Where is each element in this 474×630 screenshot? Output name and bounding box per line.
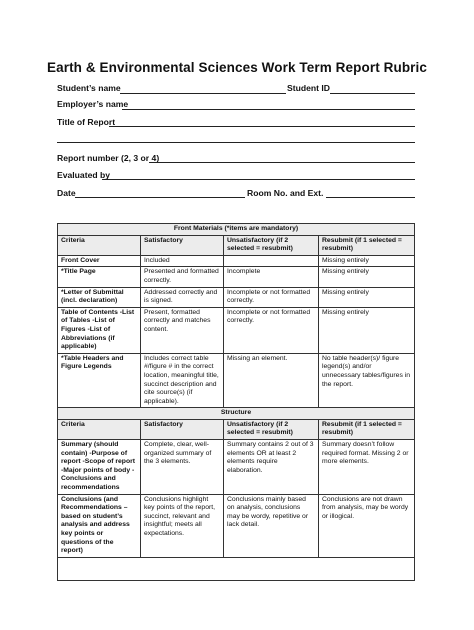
front-section-row bbox=[58, 224, 415, 236]
title-of-report-line[interactable] bbox=[109, 126, 415, 127]
empty-cell bbox=[58, 557, 415, 580]
front-header-row bbox=[58, 235, 415, 255]
criteria-cell: Summary (should contain) -Purpose of report -Scope of report -Major points of body -Conclusions and recommendations bbox=[58, 440, 141, 495]
student-name-line[interactable] bbox=[120, 93, 286, 94]
unsatisfactory-cell[interactable] bbox=[224, 255, 319, 267]
satisfactory-cell[interactable]: Addressed correctly and is signed. bbox=[141, 287, 224, 307]
header-resubmit: Resubmit (if 1 selected = resubmit) bbox=[319, 419, 415, 439]
date-label: Date bbox=[57, 188, 76, 198]
satisfactory-cell[interactable]: Presented and formatted correctly. bbox=[141, 267, 224, 287]
table-row bbox=[58, 353, 415, 408]
unsatisfactory-cell[interactable]: Incomplete or not formatted correctly. bbox=[224, 307, 319, 353]
table-row bbox=[58, 440, 415, 495]
room-label: Room No. and Ext. bbox=[247, 188, 324, 198]
resubmit-cell[interactable]: Missing entirely bbox=[319, 307, 415, 353]
table-row bbox=[58, 287, 415, 307]
date-line[interactable] bbox=[75, 197, 245, 198]
title-of-report-line-2[interactable] bbox=[57, 142, 415, 143]
table-row bbox=[58, 307, 415, 353]
unsatisfactory-cell[interactable]: Incomplete bbox=[224, 267, 319, 287]
table-row bbox=[58, 267, 415, 287]
header-satisfactory: Satisfactory bbox=[141, 419, 224, 439]
criteria-cell: *Table Headers and Figure Legends bbox=[58, 353, 141, 408]
criteria-cell: *Letter of Submittal (incl. declaration) bbox=[58, 287, 141, 307]
page-title: Earth & Environmental Sciences Work Term Report Rubric bbox=[47, 60, 427, 75]
satisfactory-cell[interactable]: Conclusions highlight key points of the report, succinct, relevant and insightful; meets all expectations. bbox=[141, 494, 224, 557]
unsatisfactory-cell[interactable]: Missing an element. bbox=[224, 353, 319, 408]
student-id-label: Student ID bbox=[287, 83, 330, 93]
table-row bbox=[58, 494, 415, 557]
satisfactory-cell[interactable]: Included bbox=[141, 255, 224, 267]
unsatisfactory-cell[interactable]: Incomplete or not formatted correctly. bbox=[224, 287, 319, 307]
header-unsatisfactory: Unsatisfactory (if 2 selected = resubmit) bbox=[224, 419, 319, 439]
room-line[interactable] bbox=[326, 197, 415, 198]
evaluated-by-label: Evaluated by bbox=[57, 170, 111, 180]
resubmit-cell[interactable]: Missing entirely bbox=[319, 267, 415, 287]
resubmit-cell[interactable]: Summary doesn’t follow required format. Missing 2 or more elements. bbox=[319, 440, 415, 495]
employer-name-line[interactable] bbox=[122, 109, 415, 110]
resubmit-cell[interactable]: No table header(s)/ figure legend(s) and/or unnecessary tables/figures in the report. bbox=[319, 353, 415, 408]
student-id-line[interactable] bbox=[330, 93, 415, 94]
rubric-table bbox=[57, 223, 415, 581]
resubmit-cell[interactable]: Conclusions are not drawn from analysis, may be wordy or illogical. bbox=[319, 494, 415, 557]
title-of-report-label: Title of Report bbox=[57, 117, 116, 127]
satisfactory-cell[interactable]: Includes correct table #/figure # in the correct location, meaningful title, succinct description and cite source(s) (if applicable). bbox=[141, 353, 224, 408]
header-satisfactory: Satisfactory bbox=[141, 235, 224, 255]
front-section-title: Front Materials (*items are mandatory) bbox=[58, 224, 415, 236]
unsatisfactory-cell[interactable]: Summary contains 2 out of 3 elements OR at least 2 elements require elaboration. bbox=[224, 440, 319, 495]
resubmit-cell[interactable]: Missing entirely bbox=[319, 255, 415, 267]
student-name-label: Student’s name bbox=[57, 83, 121, 93]
criteria-cell: Table of Contents -List of Tables -List of Figures -List of Abbreviations (if applicable) bbox=[58, 307, 141, 353]
criteria-cell: Conclusions (and Recommendations – based on student’s analysis and address key points or questions of the report) bbox=[58, 494, 141, 557]
employer-name-label: Employer’s name bbox=[57, 99, 129, 109]
empty-row bbox=[58, 557, 415, 580]
structure-section-row bbox=[58, 408, 415, 420]
evaluated-by-line[interactable] bbox=[102, 179, 415, 180]
report-number-label: Report number (2, 3 or 4) bbox=[57, 153, 160, 163]
structure-section-title: Structure bbox=[58, 408, 415, 420]
resubmit-cell[interactable]: Missing entirely bbox=[319, 287, 415, 307]
header-criteria: Criteria bbox=[58, 419, 141, 439]
structure-header-row bbox=[58, 419, 415, 439]
satisfactory-cell[interactable]: Complete, clear, well-organized summary of the 3 elements. bbox=[141, 440, 224, 495]
criteria-cell: Front Cover bbox=[58, 255, 141, 267]
header-unsatisfactory: Unsatisfactory (if 2 selected = resubmit) bbox=[224, 235, 319, 255]
criteria-cell: *Title Page bbox=[58, 267, 141, 287]
header-resubmit: Resubmit (if 1 selected = resubmit) bbox=[319, 235, 415, 255]
unsatisfactory-cell[interactable]: Conclusions mainly based on analysis, conclusions may be wordy, repetitive or lack detail. bbox=[224, 494, 319, 557]
table-row bbox=[58, 255, 415, 267]
report-number-line[interactable] bbox=[149, 162, 415, 163]
header-criteria: Criteria bbox=[58, 235, 141, 255]
satisfactory-cell[interactable]: Present, formatted correctly and matches content. bbox=[141, 307, 224, 353]
